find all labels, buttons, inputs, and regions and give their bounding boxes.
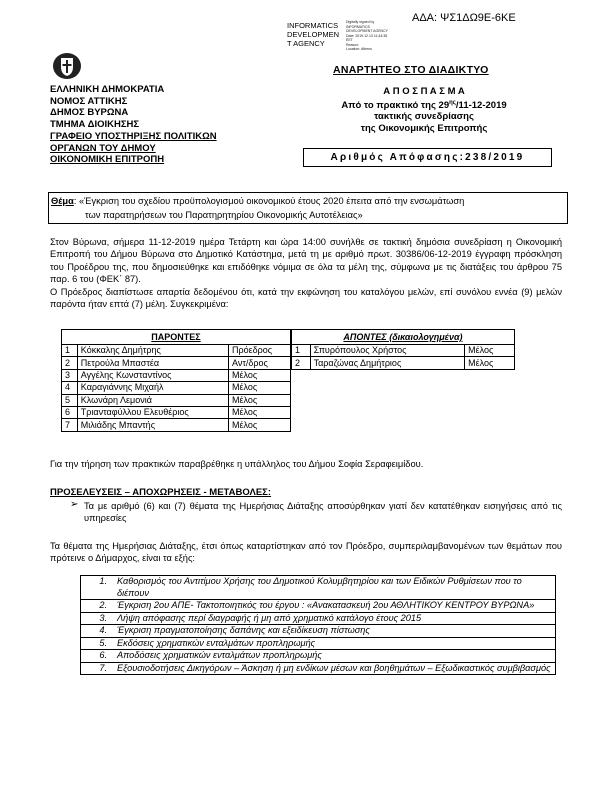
row-number: 1 bbox=[292, 345, 311, 357]
extract-line-post: /11-12-2019 bbox=[455, 99, 507, 111]
topic-line: των παρατηρήσεων του Παρατηρητηρίου Οικονομικής Αυτοτέλειας» bbox=[85, 210, 363, 220]
authority-line: ΟΙΚΟΝΟΜΙΚΗ ΕΠΙΤΡΟΠΗ bbox=[50, 154, 165, 166]
member-role: Μέλος bbox=[229, 406, 291, 418]
extract-line bbox=[300, 98, 548, 112]
table-row bbox=[62, 345, 291, 357]
agenda-text: Εξουσιοδοτήσεις Δικηγόρων – Άσκηση ή μη ενδίκων μέσων και βοηθημάτων – Εξωδικαστικός συμβιβασμός bbox=[113, 662, 556, 675]
table-row bbox=[62, 357, 291, 369]
agenda-intro: Τα θέματα της Ημερήσιας Διάταξης, έτσι όπως καταρτίστηκαν από τον Πρόεδρο, συμπεριλαμβανομένων των θεμάτων που πρότεινε ο Δήμαρχος, είναι τα εξής: bbox=[50, 541, 562, 564]
agenda-item bbox=[81, 637, 556, 650]
agenda-text: Καθορισμός του Αντιτίμου Χρήσης του Δημοτικού Κολυμβητηρίου και των Ειδικών Ρυθμίσεων που το διέπουν bbox=[113, 576, 556, 600]
row-number: 5 bbox=[62, 394, 78, 406]
agenda-text: Λήψη απόφασης περί διαγραφής ή μη από χρηματικό κατάλογο έτους 2015 bbox=[113, 612, 556, 625]
authority-line: ΝΟΜΟΣ ΑΤΤΙΚΗΣ bbox=[50, 95, 128, 107]
member-role: Μέλος bbox=[229, 419, 291, 431]
intro-paragraph: Στον Βύρωνα, σήμερα 11-12-2019 ημέρα Τετάρτη και ώρα 14:00 συνήλθε σε τακτική δημόσια συνεδρίαση η Οικονομική Επιτροπή του Δήμου Βύρωνα στο Δημοτικό Κατάστημα, μετά τη με αριθμό πρωτ. 30386/06-12-2019 έγγραφη πρόσκληση του Προέδρου της, που δημοσιεύθηκε και επιδόθηκε νόμιμα σε όλα τα μέλη της, σύμφωνα με τις διατάξεις του άρθρου 75 παρ. 6 του (ΦΕΚ΄ 87). bbox=[50, 237, 562, 284]
extract-title: Α Π Ο Σ Π Α Σ Μ Α bbox=[383, 86, 465, 97]
extract-header bbox=[300, 86, 548, 134]
present-heading: ΠΑΡΟΝΤΕΣ bbox=[62, 330, 291, 345]
row-number: 2 bbox=[62, 357, 78, 369]
row-number: 2 bbox=[292, 357, 311, 369]
row-number: 7 bbox=[62, 419, 78, 431]
arrow-bullet-icon: ➢ bbox=[70, 499, 79, 510]
member-name: Καραγιάννης Μιχαήλ bbox=[77, 382, 228, 394]
authority-line: ΤΜΗΜΑ ΔΙΟΙΚΗΣΗΣ bbox=[50, 119, 140, 131]
extract-line: τακτικής συνεδρίασης bbox=[374, 111, 474, 123]
agenda-number: 3. bbox=[81, 612, 114, 625]
movements-title: ΠΡΟΣΕΛΕΥΣΕΙΣ – ΑΠΟΧΩΡΗΣΕΙΣ - ΜΕΤΑΒΟΛΕΣ: bbox=[50, 487, 272, 498]
agenda-item bbox=[81, 662, 556, 675]
stamp-line: T AGENCY bbox=[287, 39, 325, 48]
table-row bbox=[62, 369, 291, 381]
member-role: Μέλος bbox=[229, 369, 291, 381]
member-name: Τριανταφύλλου Ελευθέριος bbox=[77, 406, 228, 418]
member-role: Αντ/δρος bbox=[229, 357, 291, 369]
member-role: Μέλος bbox=[229, 382, 291, 394]
agenda-text: Εκδόσεις χρηματικών ενταλμάτων προπληρωμής bbox=[113, 637, 556, 650]
extract-line: της Οικονομικής Επιτροπής bbox=[360, 122, 488, 134]
member-role: Μέλος bbox=[465, 345, 515, 357]
agenda-number: 1. bbox=[81, 576, 114, 600]
agenda-text: Έγκριση πραγματοποίησης δαπάνης και εξειδίκευση πίστωσης bbox=[113, 625, 556, 638]
member-name: Ταραζώνας Δημήτριος bbox=[310, 357, 465, 369]
decision-number: Αριθμός Απόφασης:238/2019 bbox=[303, 148, 552, 167]
agenda-item bbox=[81, 625, 556, 638]
member-role: Μέλος bbox=[229, 394, 291, 406]
stamp-line: DEVELOPMEN bbox=[287, 30, 340, 39]
stamp-detail: Location: Athens bbox=[346, 47, 372, 51]
member-name: Πετρούλα Μπαστέα bbox=[77, 357, 228, 369]
absent-heading: ΑΠΟΝΤΕΣ (δικαιολογημένα) bbox=[292, 330, 515, 345]
member-role: Μέλος bbox=[465, 357, 515, 369]
stamp-detail: Digitally signed by bbox=[346, 20, 375, 24]
topic-box bbox=[48, 192, 568, 224]
authority-block bbox=[50, 84, 290, 166]
agenda-item bbox=[81, 576, 556, 600]
table-row bbox=[62, 406, 291, 418]
agenda-table bbox=[80, 575, 556, 675]
stamp-line: INFORMATICS bbox=[287, 21, 339, 30]
member-name: Μιλιάδης Μπαντής bbox=[77, 419, 228, 431]
extract-line-sup: ης bbox=[449, 99, 456, 106]
ada-code: ΑΔΑ: ΨΣ1ΔΩ9Ε-6ΚΕ bbox=[412, 12, 516, 24]
row-number: 3 bbox=[62, 369, 78, 381]
topic-label: Θέμα bbox=[51, 196, 74, 206]
table-row bbox=[62, 419, 291, 431]
table-row bbox=[292, 345, 515, 357]
table-row bbox=[292, 357, 515, 369]
agenda-number: 2. bbox=[81, 600, 114, 613]
topic-line bbox=[51, 195, 464, 207]
absent-members-table bbox=[291, 329, 515, 370]
agenda-number: 5. bbox=[81, 637, 114, 650]
agenda-number: 4. bbox=[81, 625, 114, 638]
authority-line: ΟΡΓΑΝΩΝ ΤΟΥ ΔΗΜΟΥ bbox=[50, 142, 156, 154]
member-name: Αγγέλης Κωνσταντίνος bbox=[77, 369, 228, 381]
authority-line: ΔΗΜΟΣ ΒΥΡΩΝΑ bbox=[50, 107, 129, 119]
movements-bullet-text: Τα με αριθμό (6) και (7) θέματα της Ημερήσιας Διάταξης αποσύρθηκαν γιατί δεν κατατέθηκαν εισηγήσεις από τις υπηρεσίες bbox=[84, 501, 562, 524]
member-name: Σπυρόπουλος Χρήστος bbox=[310, 345, 465, 357]
row-number: 1 bbox=[62, 345, 78, 357]
stamp-detail: DEVELOPMENT AGENCY bbox=[346, 29, 388, 33]
agenda-text: Αποδόσεις χρηματικών ενταλμάτων προπληρωμής bbox=[113, 650, 556, 663]
table-row bbox=[62, 382, 291, 394]
table-row bbox=[62, 394, 291, 406]
minutes-paragraph: Για την τήρηση των πρακτικών παραβρέθηκε η υπάλληλος του Δήμου Σοφία Σεραφειμίδου. bbox=[50, 459, 424, 469]
digital-signature-details bbox=[346, 20, 410, 52]
row-number: 6 bbox=[62, 406, 78, 418]
agenda-number: 7. bbox=[81, 662, 114, 675]
agenda-item bbox=[81, 650, 556, 663]
member-name: Κλωνάρη Λεμονιά bbox=[77, 394, 228, 406]
greek-emblem-icon bbox=[52, 50, 82, 80]
stamp-detail: Reason: bbox=[346, 42, 360, 47]
member-name: Κόκκαλης Δημήτρης bbox=[77, 345, 228, 357]
agenda-item bbox=[81, 612, 556, 625]
extract-line-pre: Από το πρακτικό της 29 bbox=[341, 99, 450, 111]
authority-line: ΕΛΛΗΝΙΚΗ ΔΗΜΟΚΡΑΤΙΑ bbox=[50, 84, 165, 95]
member-role: Πρόεδρος bbox=[229, 345, 291, 357]
stamp-detail: Date: 2019.12.13 11:44:38 bbox=[346, 33, 388, 38]
authority-line: ΓΡΑΦΕΙΟ ΥΠΟΣΤΗΡΙΞΗΣ ΠΟΛΙΤΙΚΩΝ bbox=[50, 130, 217, 142]
agenda-text: Έγκριση 2ου ΑΠΕ- Τακτοποιητικός του έργου : «Ανακατασκευή 2ου ΑΘΛΗΤΙΚΟΥ ΚΕΝΤΡΟΥ ΒΥΡΩΝΑ» bbox=[113, 600, 556, 613]
agenda-item bbox=[81, 600, 556, 613]
stamp-detail: EET bbox=[346, 38, 353, 42]
stamp-detail: INFORMATICS bbox=[346, 24, 370, 29]
present-members-table bbox=[61, 329, 291, 432]
quorum-paragraph: Ο Πρόεδρος διαπίστωσε απαρτία δεδομένου ότι, κατά την εκφώνηση του καταλόγου μελών, επί συνόλου εννέα (9) μελών παρόντα ήταν επτά (7) μέλη. Συγκεκριμένα: bbox=[50, 287, 562, 310]
agenda-number: 6. bbox=[81, 650, 114, 663]
posting-notice: ΑΝΑΡΤΗΤΕΟ ΣΤΟ ΔΙΑΔΙΚΤΥΟ bbox=[333, 64, 489, 76]
topic-text: : «Έγκριση του σχεδίου προϋπολογισμού οικονομικού έτους 2020 έπειτα από την ενσωμάτωση bbox=[73, 196, 465, 206]
row-number: 4 bbox=[62, 382, 78, 394]
